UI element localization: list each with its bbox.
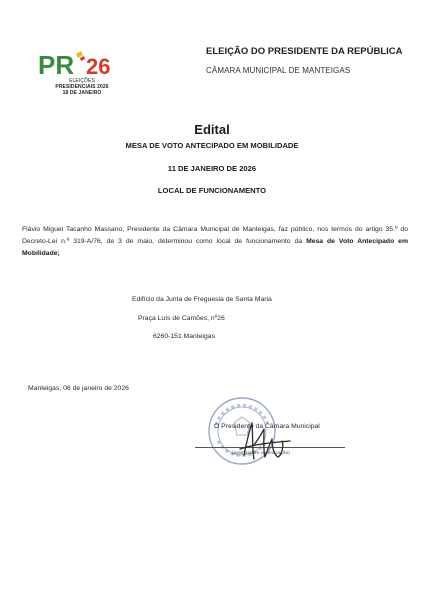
signatory-role: O Presidente da Câmara Municipal <box>214 423 320 430</box>
logo-mark-text: PR <box>38 50 75 78</box>
document-subtitle: MESA DE VOTO ANTECIPADO EM MOBILIDADE <box>125 141 299 150</box>
section-heading: LOCAL DE FUNCIONAMENTO <box>157 186 267 195</box>
handwritten-signature <box>232 415 302 465</box>
election-logo <box>32 50 132 106</box>
logo-line-1: ELEIÇÕES <box>69 78 95 84</box>
address-line-1: Edifício da Junta de Freguesia de Santa Maria <box>132 296 272 303</box>
logo-line-3: 18 DE JANEIRO <box>62 90 102 96</box>
header-title: ELEIÇÃO DO PRESIDENTE DA REPÚBLICA <box>206 46 403 57</box>
logo-accent-red <box>80 56 85 61</box>
address-line-3: 6260-151 Manteigas <box>153 333 215 340</box>
body-emphasis: Mesa de Voto Antecipado em Mobilidade; <box>22 238 409 257</box>
body-paragraph <box>22 224 408 260</box>
election-date: 11 DE JANEIRO DE 2026 <box>167 164 257 173</box>
header-subtitle: CÂMARA MUNICIPAL DE MANTEIGAS <box>206 66 351 75</box>
logo-number-text: 26 <box>86 54 111 78</box>
pr26-logo-mark <box>36 50 128 78</box>
document-title: Edital <box>194 122 230 137</box>
logo-accent-yellow <box>76 51 83 58</box>
place-and-date: Manteigas, 06 de janeiro de 2026 <box>28 385 129 392</box>
address-line-2: Praça Luís de Camões, nº26 <box>138 315 225 322</box>
signature-note: (assinatura e autenticação) <box>232 451 290 456</box>
body-text: Flávio Miguel Tacanho Massano, Presidente da Câmara Municipal de Manteigas, faz público, nos termos do artigo 35.º do Decreto-Lei n.º 319-A/76, de 3 de maio, determinou como local de funcionamento da <box>22 226 408 245</box>
logo-line-2: PRESIDENCIAIS 2026 <box>55 84 109 90</box>
